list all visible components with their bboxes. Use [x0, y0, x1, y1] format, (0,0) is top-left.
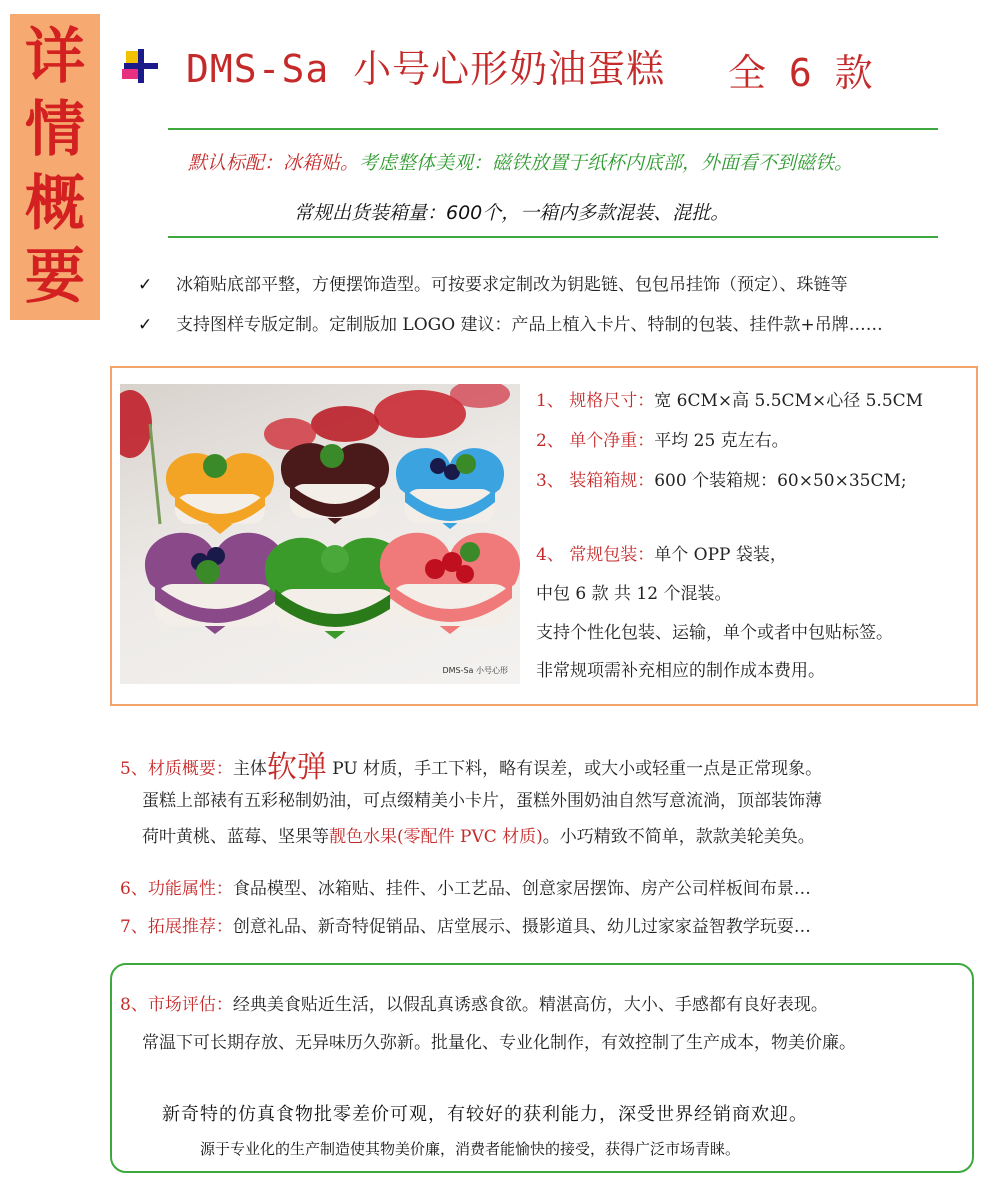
material-line [142, 822, 815, 847]
feature-text: 支持图样专版定制。定制版加 LOGO 建议：产品上植入卡片、特制的包装、挂件款+吊牌…… [176, 315, 883, 335]
banner-char: 情 [25, 95, 85, 166]
spec-carton [536, 466, 907, 491]
material-post: PU 材质，手工下料，略有误差，或大小或轻重一点是正常现象。 [326, 759, 823, 779]
product-photo [120, 384, 520, 684]
side-banner [10, 14, 100, 320]
spec-weight [536, 426, 789, 451]
material-highlight: 软弹 [266, 750, 327, 785]
packaging-detail: 中包 6 款 共 12 个混装。 [536, 584, 732, 604]
banner-char: 详 [25, 21, 85, 92]
material-line-pre: 荷叶黄桃、蓝莓、坚果等 [142, 827, 329, 847]
spec-value: 平均 25 克左右。 [654, 431, 789, 451]
page-header [122, 38, 665, 93]
function-label: 6、功能属性： [120, 879, 233, 899]
material-line-highlight: 靓色水果(零配件 PVC 材质) [329, 827, 543, 847]
banner-char: 要 [25, 242, 85, 313]
default-config-label: 默认标配：冰箱贴。 [188, 152, 360, 174]
checkmark-icon: ✓ [138, 315, 153, 335]
closing-statement: 新奇特的仿真食物批零差价可观，有较好的获利能力，深受世界经销商欢迎。 [162, 1104, 808, 1125]
spec-label: 4、 常规包装： [536, 545, 655, 565]
feature-item [138, 310, 883, 335]
material-label: 5、材质概要： [120, 759, 233, 779]
cake-illustration [120, 384, 520, 684]
spec-label: 3、 装箱箱规： [536, 471, 655, 491]
divider [168, 236, 938, 238]
market-text: 经典美食贴近生活，以假乱真诱惑食欲。精湛高仿，大小、手感都有良好表现。 [232, 995, 828, 1015]
spec-value: 单个 OPP 袋装， [654, 545, 787, 565]
function-text: 食品模型、冰箱贴、挂件、小工艺品、创意家居摆饰、房产公司样板间布景… [232, 879, 811, 899]
extension-label: 7、拓展推荐： [120, 917, 233, 937]
style-count: 全 6 款 [728, 51, 873, 95]
photo-caption: DMS-Sa 小号心形 [442, 666, 508, 675]
banner-char: 概 [25, 168, 85, 239]
market-assessment [120, 990, 828, 1015]
packaging-detail: 非常规项需补充相应的制作成本费用。 [536, 661, 825, 681]
feature-text: 冰箱贴底部平整，方便摆饰造型。可按要求定制改为钥匙链、包包吊挂饰（预定）、珠链等 [176, 275, 848, 295]
cross-bullet-icon [122, 47, 160, 85]
material-pre: 主体 [232, 759, 267, 779]
closing-statement: 源于专业化的生产制造使其物美价廉，消费者能愉快的接受，获得广泛市场青睐。 [200, 1140, 741, 1158]
spec-label: 2、 单个净重： [536, 431, 655, 451]
material-line-post: 。小巧精致不简单，款款美轮美奂。 [542, 827, 815, 847]
packaging-detail: 支持个性化包装、运输，单个或者中包贴标签。 [536, 623, 893, 643]
shipping-note: 常规出货装箱量：600个，一箱内多款混装、混批。 [294, 202, 730, 224]
spec-value: 600 个装箱规：60×50×35CM; [654, 471, 907, 491]
market-line: 常温下可长期存放、无异味历久弥新。批量化、专业化制作，有效控制了生产成本，物美价廉。 [142, 1033, 856, 1053]
spec-size [536, 386, 923, 411]
feature-item [138, 270, 848, 295]
default-config-note [188, 148, 853, 175]
spec-packaging [536, 540, 787, 565]
material-line: 蛋糕上部裱有五彩秘制奶油，可点缀精美小卡片，蛋糕外围奶油自然写意流淌，顶部装饰薄 [142, 791, 822, 811]
market-label: 8、市场评估： [120, 995, 233, 1015]
spec-label: 1、 规格尺寸： [536, 391, 655, 411]
function-attributes [120, 874, 811, 899]
material-summary [120, 742, 822, 786]
divider [168, 128, 938, 130]
extension-text: 创意礼品、新奇特促销品、店堂展示、摄影道具、幼儿过家家益智教学玩耍… [232, 917, 811, 937]
checkmark-icon: ✓ [138, 275, 153, 295]
spec-value: 宽 6CM×高 5.5CM×心径 5.5CM [654, 391, 924, 411]
default-config-text: 考虑整体美观：磁铁放置于纸杯内底部，外面看不到磁铁。 [359, 152, 854, 174]
extension-recommendation [120, 912, 811, 937]
page-title: DMS-Sa 小号心形奶油蛋糕 [186, 47, 666, 91]
